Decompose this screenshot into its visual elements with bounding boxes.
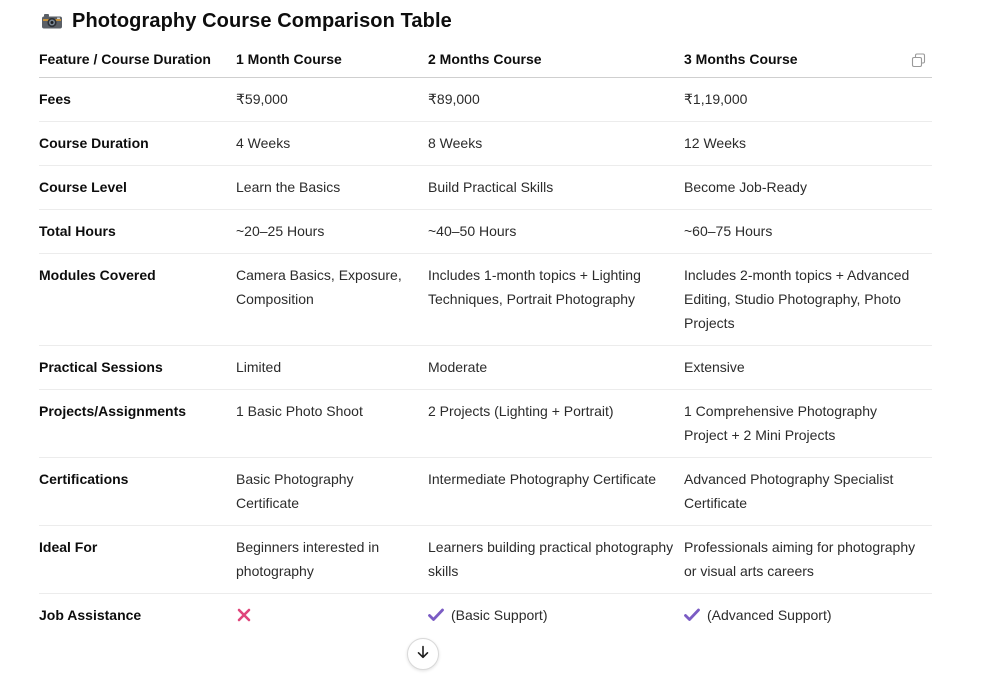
header-3-months-label: 3 Months Course — [684, 51, 798, 67]
table-cell: 1 Basic Photo Shoot — [236, 390, 428, 458]
cross-icon — [236, 606, 252, 622]
table-cell: 1 Comprehensive Photography Project + 2 Mini Projects — [684, 390, 932, 458]
table-cell: Extensive — [684, 346, 932, 390]
table-row — [39, 390, 932, 458]
table-cell: ~60–75 Hours — [684, 210, 932, 254]
header-feature: Feature / Course Duration — [39, 44, 236, 78]
table-title: Photography Course Comparison Table — [72, 9, 452, 32]
row-label-course-level: Course Level — [39, 166, 236, 210]
arrow-down-icon — [416, 645, 430, 664]
copy-icon[interactable] — [911, 51, 926, 66]
row-label-projects: Projects/Assignments — [39, 390, 236, 458]
table-cell: ₹89,000 — [428, 78, 684, 122]
check-icon — [684, 605, 700, 619]
table-cell: Build Practical Skills — [428, 166, 684, 210]
table-cell: Basic Photography Certificate — [236, 458, 428, 526]
row-label-job-assistance: Job Assistance — [39, 607, 142, 623]
row-label-course-duration: Course Duration — [39, 122, 236, 166]
table-cell: Moderate — [428, 346, 684, 390]
row-label-practical-sessions: Practical Sessions — [39, 346, 236, 390]
job-assist-2-months-text: (Basic Support) — [451, 607, 548, 623]
table-row — [39, 122, 932, 166]
table-cell: Advanced Photography Specialist Certificate — [684, 458, 932, 526]
table-cell: Camera Basics, Exposure, Composition — [236, 254, 428, 346]
table-cell: 8 Weeks — [428, 122, 684, 166]
table-cell: Become Job-Ready — [684, 166, 932, 210]
row-label-fees: Fees — [39, 78, 236, 122]
section-heading — [41, 7, 452, 35]
table-cell: Includes 2-month topics + Advanced Editing, Studio Photography, Photo Projects — [684, 254, 932, 346]
table-cell — [684, 594, 932, 638]
table-row — [39, 346, 932, 390]
header-1-month: 1 Month Course — [236, 44, 428, 78]
row-label-total-hours: Total Hours — [39, 210, 236, 254]
table-cell: 12 Weeks — [684, 122, 932, 166]
table-row — [39, 594, 932, 638]
table-cell: Intermediate Photography Certificate — [428, 458, 684, 526]
header-2-months: 2 Months Course — [428, 44, 684, 78]
table-row — [39, 210, 932, 254]
table-row — [39, 458, 932, 526]
table-cell: Beginners interested in photography — [236, 526, 428, 594]
table-cell: ₹1,19,000 — [684, 78, 932, 122]
table-row — [39, 166, 932, 210]
check-icon — [428, 605, 444, 619]
table-cell: Includes 1-month topics + Lighting Techniques, Portrait Photography — [428, 254, 684, 346]
table-row — [39, 78, 932, 122]
comparison-table — [39, 44, 932, 637]
table-cell: Limited — [236, 346, 428, 390]
table-cell: ₹59,000 — [236, 78, 428, 122]
row-label-modules-covered: Modules Covered — [39, 254, 236, 346]
table-cell: ~20–25 Hours — [236, 210, 428, 254]
table-cell — [428, 594, 684, 638]
scroll-down-button[interactable] — [407, 638, 439, 670]
row-label-ideal-for: Ideal For — [39, 526, 236, 594]
table-row — [39, 254, 932, 346]
row-label-certifications: Certifications — [39, 458, 236, 526]
table-cell: ~40–50 Hours — [428, 210, 684, 254]
camera-icon — [41, 13, 63, 29]
job-assist-3-months-text: (Advanced Support) — [707, 607, 832, 623]
table-header-row — [39, 44, 932, 78]
table-cell: 2 Projects (Lighting + Portrait) — [428, 390, 684, 458]
table-cell: 4 Weeks — [236, 122, 428, 166]
table-cell — [236, 594, 428, 638]
table-cell: Learn the Basics — [236, 166, 428, 210]
table-cell: Professionals aiming for photography or visual arts careers — [684, 526, 932, 594]
table-cell: Learners building practical photography skills — [428, 526, 684, 594]
header-3-months — [684, 44, 932, 78]
table-row — [39, 526, 932, 594]
